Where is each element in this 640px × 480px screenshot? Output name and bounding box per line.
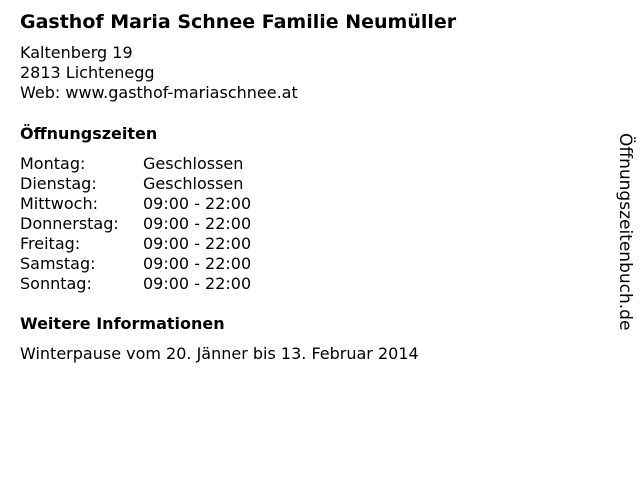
opening-hours-heading: Öffnungszeiten (20, 124, 158, 143)
day-label: Montag: (20, 154, 86, 173)
street-address: Kaltenberg 19 (20, 43, 133, 62)
day-label: Freitag: (20, 234, 81, 253)
day-label: Mittwoch: (20, 194, 98, 213)
day-hours: 09:00 - 22:00 (143, 254, 252, 273)
website-line: Web: www.gasthof-mariaschnee.at (20, 83, 298, 102)
day-hours: 09:00 - 22:00 (143, 274, 252, 293)
business-name: Gasthof Maria Schnee Familie Neumüller (20, 11, 457, 33)
hours-row-thursday (20, 214, 251, 234)
city-address: 2813 Lichtenegg (20, 63, 155, 82)
day-label: Dienstag: (20, 174, 97, 193)
day-hours: 09:00 - 22:00 (143, 194, 252, 213)
hours-row-sunday (20, 274, 251, 294)
hours-row-friday (20, 234, 251, 254)
watermark-label: Öffnungszeitenbuch.de (615, 133, 635, 331)
hours-row-wednesday (20, 194, 251, 214)
hours-row-monday (20, 154, 251, 174)
day-hours: Geschlossen (143, 174, 244, 193)
day-hours: Geschlossen (143, 154, 244, 173)
more-info-heading: Weitere Informationen (20, 314, 225, 333)
day-label: Sonntag: (20, 274, 92, 293)
address-block (20, 43, 298, 103)
day-hours: 09:00 - 22:00 (143, 234, 252, 253)
hours-row-tuesday (20, 174, 251, 194)
day-hours: 09:00 - 22:00 (143, 214, 252, 233)
hours-row-saturday (20, 254, 251, 274)
opening-hours-list (20, 154, 251, 294)
day-label: Samstag: (20, 254, 96, 273)
more-info-text: Winterpause vom 20. Jänner bis 13. Februar 2014 (20, 344, 419, 363)
day-label: Donnerstag: (20, 214, 119, 233)
